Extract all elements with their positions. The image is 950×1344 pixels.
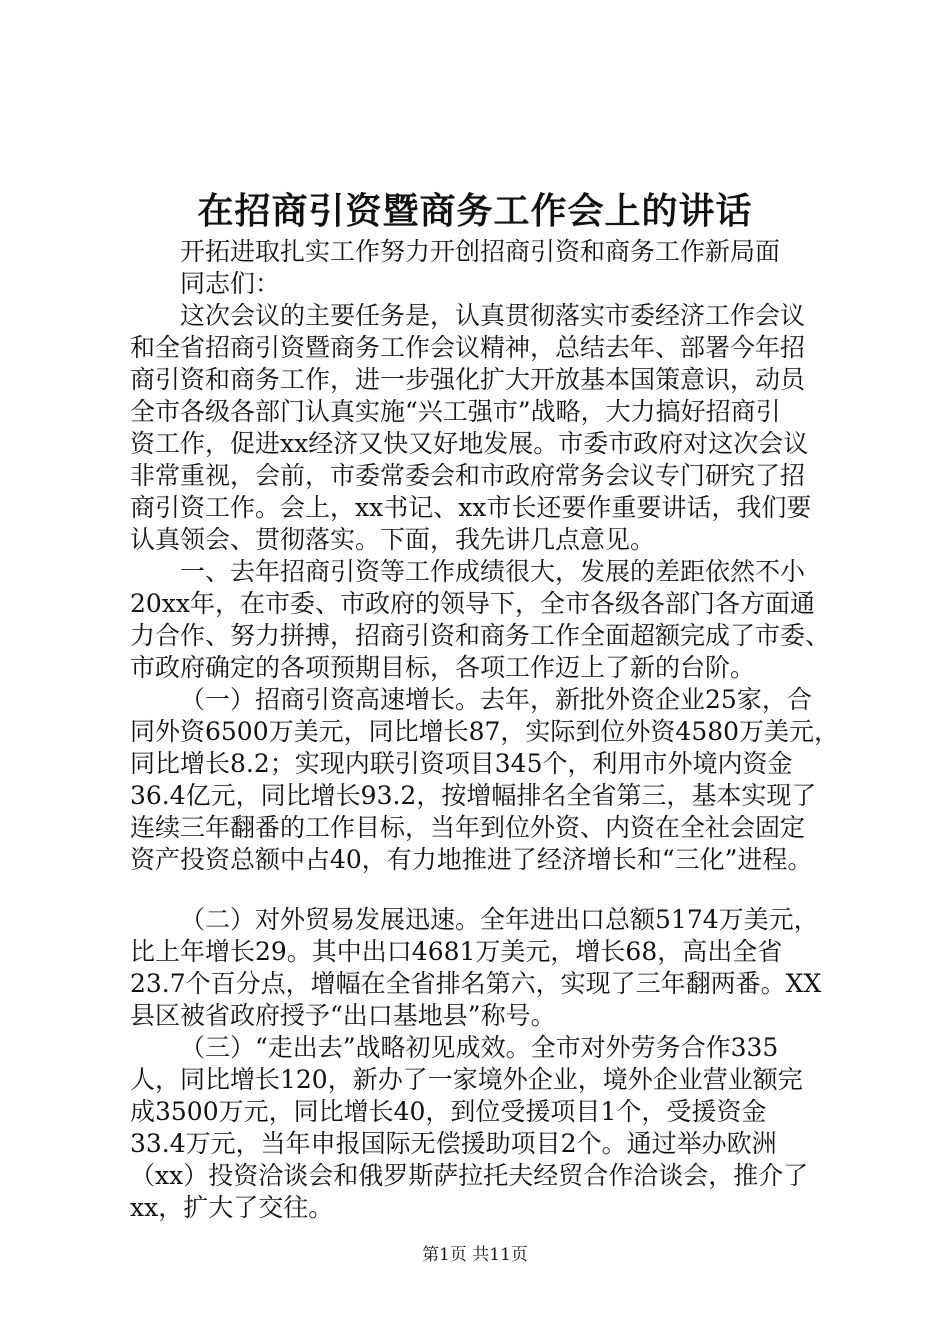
body-line: 资工作，促进xx经济又快又好地发展。市委市政府对这次会议 — [130, 429, 809, 458]
body-line: 商引资和商务工作，进一步强化扩大开放基本国策意识，动员 — [130, 365, 806, 394]
body-line: 比上年增长29。其中出口4681万美元，增长68，高出全省 — [130, 937, 783, 966]
body-line: 连续三年翻番的工作目标，当年到位外资、内资在全社会固定 — [130, 813, 806, 842]
body-line: xx，扩大了交往。 — [130, 1193, 334, 1222]
body-line: 同外资6500万美元，同比增长87，实际到位外资4580万美元， — [130, 717, 840, 746]
body-line: 商引资工作。会上，xx书记、xx市长还要作重要讲话，我们要 — [130, 493, 812, 522]
body-line: 23.7个百分点，增幅在全省排名第六，实现了三年翻两番。XX — [130, 969, 822, 998]
body-line: 市政府确定的各项预期目标，各项工作迈上了新的台阶。 — [130, 653, 756, 682]
body-line: （一）招商引资高速增长。去年，新批外资企业25家，合 — [180, 685, 812, 714]
body-line: 这次会议的主要任务是，认真贯彻落实市委经济工作会议 — [180, 301, 806, 330]
body-line: 资产投资总额中占40，有力地推进了经济增长和“三化”进程。 — [130, 845, 813, 874]
section-heading-line: 一、去年招商引资等工作成绩很大，发展的差距依然不小 — [180, 557, 806, 586]
subtitle-line: 开拓进取扎实工作努力开创招商引资和商务工作新局面 — [180, 237, 781, 266]
body-line: 和全省招商引资暨商务工作会议精神，总结去年、部署今年招 — [130, 333, 806, 362]
body-line: 力合作、努力拼搏，招商引资和商务工作全面超额完成了市委、 — [130, 621, 831, 650]
body-line: 认真领会、贯彻落实。下面，我先讲几点意见。 — [130, 525, 656, 554]
body-line: （xx）投资洽谈会和俄罗斯萨拉托夫经贸合作洽谈会，推介了 — [130, 1161, 809, 1190]
body-line: 成3500万元，同比增长40，到位受援项目1个，受援资金 — [130, 1097, 767, 1126]
body-line: 33.4万元，当年申报国际无偿援助项目2个。通过举办欧洲 — [130, 1129, 777, 1158]
page-title: 在招商引资暨商务工作会上的讲话 — [197, 190, 753, 232]
body-line: 36.4亿元，同比增长93.2，按增幅排名全省第三，基本实现了 — [130, 781, 817, 810]
body-line: 同比增长8.2；实现内联引资项目345个，利用市外境内资金 — [130, 749, 793, 778]
body-line: 全市各级各部门认真实施“兴工强市”战略，大力搞好招商引 — [130, 397, 781, 426]
body-line: 人，同比增长120，新办了一家境外企业，境外企业营业额完 — [130, 1065, 803, 1094]
page-footer: 第1页 共11页 — [422, 1245, 528, 1265]
body-line: 非常重视，会前，市委常委会和市政府常务会议专门研究了招 — [130, 461, 806, 490]
salutation-line: 同志们： — [180, 269, 281, 298]
body-line: 20xx年，在市委、市政府的领导下，全市各级各部门各方面通 — [130, 589, 816, 618]
body-line: （三）“走出去”战略初见成效。全市对外劳务合作335 — [180, 1033, 779, 1062]
body-line: 县区被省政府授予“出口基地县”称号。 — [130, 1001, 556, 1030]
body-line: （二）对外贸易发展迅速。全年进出口总额5174万美元， — [180, 905, 819, 934]
